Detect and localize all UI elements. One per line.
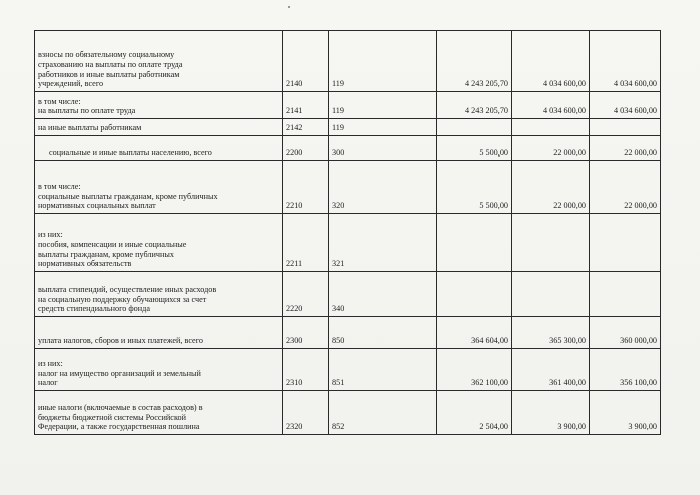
row-code: 2300	[283, 317, 329, 349]
row-value-1	[437, 272, 512, 317]
row-value-1: 5 500,00	[437, 136, 512, 161]
table-row	[35, 272, 661, 317]
row-name-2210: в том числе: социальные выплаты гражданам, кроме публичных нормативных социальных выплат	[35, 161, 283, 214]
row-value-3: 356 100,00	[590, 349, 661, 391]
row-code: 2210	[283, 161, 329, 214]
table-row	[35, 92, 661, 119]
row-code: 2320	[283, 391, 329, 435]
row-code: 2200	[283, 136, 329, 161]
budget-table	[34, 30, 661, 435]
row-value-1: 5 500,00	[437, 161, 512, 214]
table-row	[35, 391, 661, 435]
row-value-1: 2 504,00	[437, 391, 512, 435]
row-value-3: 22 000,00	[590, 161, 661, 214]
row-kosgu: 300	[329, 136, 437, 161]
row-kosgu: 340	[329, 272, 437, 317]
row-value-2: 22 000,00	[512, 161, 590, 214]
row-value-2: 4 034 600,00	[512, 31, 590, 92]
row-name-2320: иные налоги (включаемые в состав расходов) в бюджеты бюджетной системы Российской Федерации, а также государственная пошлина	[35, 391, 283, 435]
row-name-2140: взносы по обязательному социальному страхованию на выплаты по оплате труда работников и иные выплаты работникам учреждений, всего	[35, 31, 283, 92]
row-kosgu: 119	[329, 31, 437, 92]
scan-speck	[288, 6, 290, 8]
table-row	[35, 119, 661, 136]
row-kosgu: 321	[329, 214, 437, 272]
row-value-1: 4 243 205,70	[437, 31, 512, 92]
row-value-2	[512, 119, 590, 136]
row-kosgu: 851	[329, 349, 437, 391]
row-name-2310: из них: налог на имущество организаций и земельный налог	[35, 349, 283, 391]
row-value-3: 4 034 600,00	[590, 31, 661, 92]
row-value-2	[512, 214, 590, 272]
row-value-3: 360 000,00	[590, 317, 661, 349]
row-name-2211: из них: пособия, компенсации и иные социальные выплаты гражданам, кроме публичных нормативных обязательств	[35, 214, 283, 272]
row-code: 2140	[283, 31, 329, 92]
row-kosgu: 119	[329, 92, 437, 119]
row-value-3	[590, 272, 661, 317]
row-value-3	[590, 119, 661, 136]
table-row	[35, 317, 661, 349]
row-value-2: 365 300,00	[512, 317, 590, 349]
table-row	[35, 349, 661, 391]
row-value-3: 3 900,00	[590, 391, 661, 435]
table-row	[35, 136, 661, 161]
row-value-1: 362 100,00	[437, 349, 512, 391]
row-value-2: 4 034 600,00	[512, 92, 590, 119]
row-code: 2310	[283, 349, 329, 391]
row-value-1	[437, 119, 512, 136]
row-name-2141: в том числе: на выплаты по оплате труда	[35, 92, 283, 119]
row-value-2	[512, 272, 590, 317]
row-name-2142: на иные выплаты работникам	[35, 119, 283, 136]
row-name-2300: уплата налогов, сборов и иных платежей, всего	[35, 317, 283, 349]
table-row	[35, 214, 661, 272]
row-value-3: 22 000,00	[590, 136, 661, 161]
row-value-1: 364 604,00	[437, 317, 512, 349]
row-value-2: 361 400,00	[512, 349, 590, 391]
row-code: 2211	[283, 214, 329, 272]
row-code: 2142	[283, 119, 329, 136]
row-kosgu: 119	[329, 119, 437, 136]
row-value-1: 4 243 205,70	[437, 92, 512, 119]
row-value-2: 3 900,00	[512, 391, 590, 435]
row-value-2: 22 000,00	[512, 136, 590, 161]
row-code: 2141	[283, 92, 329, 119]
row-value-3: 4 034 600,00	[590, 92, 661, 119]
row-code: 2220	[283, 272, 329, 317]
table-row	[35, 161, 661, 214]
table-row	[35, 31, 661, 92]
row-kosgu: 320	[329, 161, 437, 214]
row-kosgu: 852	[329, 391, 437, 435]
row-name-2200: социальные и иные выплаты населению, всего	[35, 136, 283, 161]
row-value-3	[590, 214, 661, 272]
row-kosgu: 850	[329, 317, 437, 349]
row-value-1	[437, 214, 512, 272]
row-name-2220: выплата стипендий, осуществление иных расходов на социальную поддержку обучающихся за счет средств стипендиального фонда	[35, 272, 283, 317]
